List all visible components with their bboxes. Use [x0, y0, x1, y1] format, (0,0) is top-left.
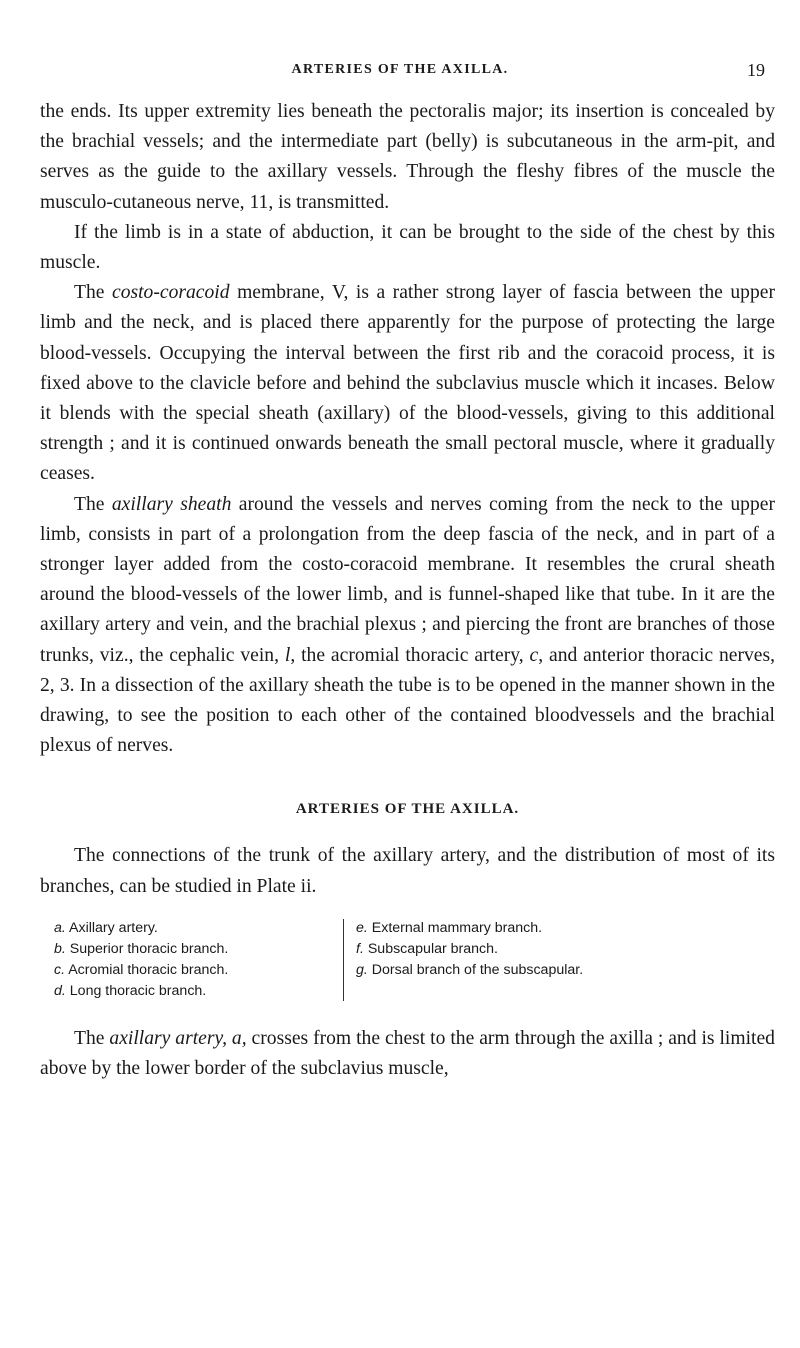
legend-right-column	[356, 918, 775, 1002]
legend-letter: b.	[54, 940, 66, 957]
legend	[40, 918, 775, 1002]
paragraph-1: the ends. Its upper extremity lies beneath the pectoralis major; its insertion is concealed by the brachial vessels; and the intermediate part (belly) is subcutaneous in the arm-pit, and serves as the guide to the axillary vessels. Through the fleshy fibres of the muscle the musculo-cutaneous nerve, 11, is transmitted.	[40, 101, 775, 213]
section-heading: ARTERIES OF THE AXILLA.	[295, 801, 520, 818]
legend-letter: g.	[356, 961, 368, 978]
legend-text: Superior thoracic branch.	[69, 940, 229, 957]
paragraph-4	[40, 490, 775, 762]
legend-divider	[343, 919, 344, 1001]
ref-l: l	[284, 644, 291, 666]
legend-text: External mammary branch.	[371, 919, 543, 936]
legend-text: Axillary artery.	[69, 919, 158, 936]
paragraph-3-pre: The	[74, 282, 112, 304]
legend-left-column	[40, 918, 339, 1002]
legend-letter: e.	[356, 919, 368, 936]
final-post: crosses from the chest to the arm through the axilla ; and is limited above by the lower border of the subclavius muscle,	[40, 1027, 775, 1080]
legend-letter: c.	[54, 961, 66, 978]
term-axillary-artery: axillary artery, a,	[109, 1027, 247, 1049]
legend-item	[356, 939, 775, 960]
final-pre: The	[74, 1027, 110, 1049]
term-costo-coracoid: costo-coracoid	[112, 282, 230, 304]
legend-item	[54, 918, 339, 939]
legend-letter: a.	[54, 919, 66, 936]
paragraph-4-pre: The	[74, 493, 112, 515]
term-axillary-sheath: axillary sheath	[111, 493, 232, 515]
paragraph-3	[40, 278, 775, 489]
legend-item	[54, 960, 339, 981]
paragraph-4-mid2: , the acromial thoracic artery,	[290, 644, 530, 666]
legend-item	[356, 918, 775, 939]
legend-text: Acromial thoracic branch.	[68, 961, 229, 978]
paragraph-3-post: membrane, V, is a rather strong layer of fascia between the upper limb and the neck, and is placed there apparently for the purpose of protecting the large blood-vessels. Occupying the interval between the first rib and the coracoid process, it is fixed above to the clavicle before and behind the subclavius muscle which it incases. Below it blends with the special sheath (axillary) of the blood-vessels, giving to this additional strength ; and it is continued onwards beneath the small pectoral muscle, where it gradually ceases.	[40, 282, 775, 485]
paragraph-4-post: , and anterior thoracic nerves, 2, 3. In a dissection of the axillary sheath the tube is to be opened in the manner shown in the drawing, to see the position to each other of the contained bloodvessels and the brachial plexus of nerves.	[40, 644, 776, 757]
running-title: ARTERIES OF THE AXILLA.	[291, 62, 509, 77]
legend-letter: f.	[356, 940, 364, 957]
legend-text: Long thoracic branch.	[69, 982, 207, 999]
paragraph-2: If the limb is in a state of abduction, it can be brought to the side of the chest by this muscle.	[40, 221, 775, 274]
legend-letter: d.	[54, 982, 66, 999]
final-paragraph	[40, 1024, 775, 1084]
body-text	[40, 97, 775, 1084]
legend-item	[54, 939, 339, 960]
legend-text: Dorsal branch of the subscapular.	[371, 961, 584, 978]
page-number: 19	[747, 60, 765, 80]
ref-c: c	[529, 644, 539, 666]
legend-text: Subscapular branch.	[367, 940, 498, 957]
running-head	[0, 62, 800, 86]
paragraph-4-mid1: around the vessels and nerves coming from the neck to the upper limb, consists in part of a prolongation from the deep fascia of the neck, and in part of a stronger layer added from the costo-coracoid membrane. It resembles the crural sheath around the blood-vessels of the lower limb, and is funnel-shaped like that tube. In it are the axillary artery and vein, and the brachial plexus ; and piercing the front are branches of those trunks, viz., the cephalic vein,	[40, 493, 775, 666]
section-intro: The connections of the trunk of the axillary artery, and the distribution of most of its branches, can be studied in Plate ii.	[40, 845, 775, 897]
legend-item	[54, 981, 339, 1002]
legend-item	[356, 960, 775, 981]
